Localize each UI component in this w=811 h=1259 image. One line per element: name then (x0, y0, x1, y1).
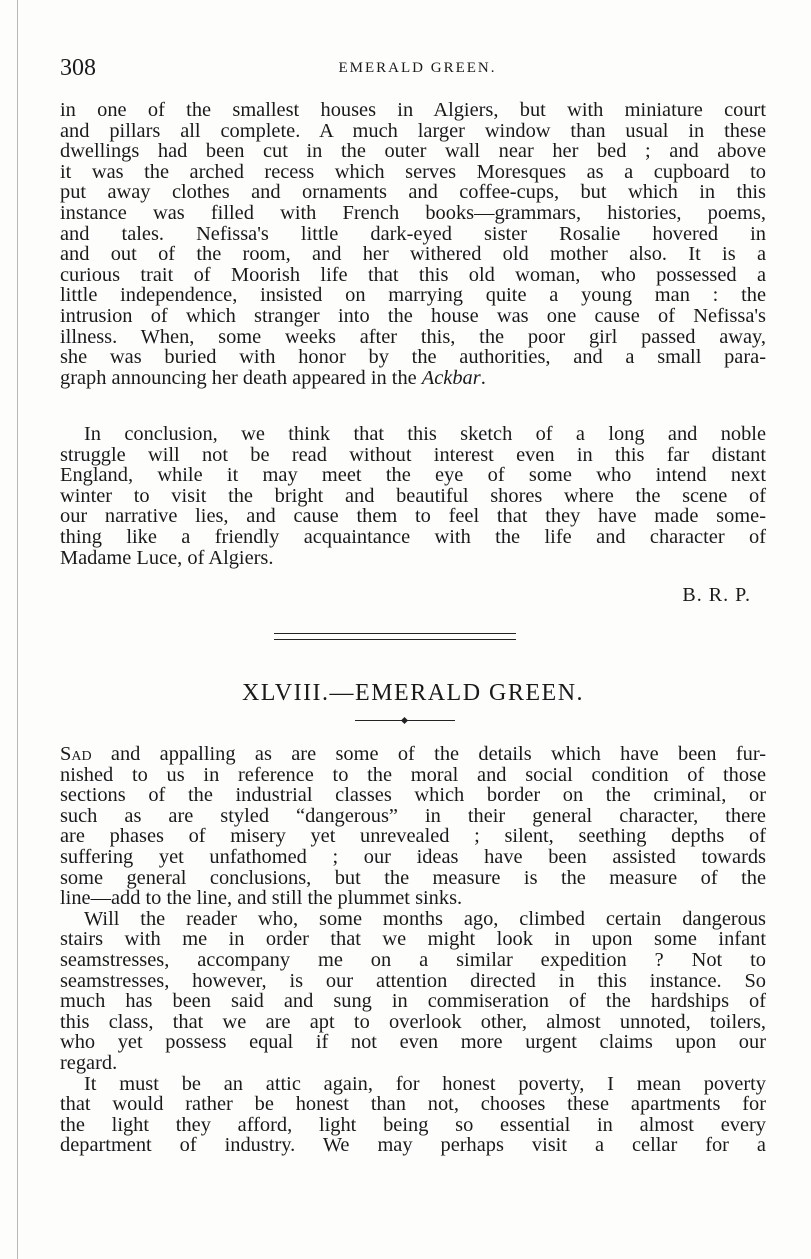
text-line: curious trait of Moorish life that this old woman, who possessed a (60, 263, 766, 286)
text-line (60, 368, 766, 389)
text-line: such as are styled “dangerous” in their general character, there (60, 804, 766, 827)
running-head (60, 55, 775, 85)
text-line: seamstresses, accompany me on a similar expedition ? Not to (60, 948, 766, 971)
text-line: In conclusion, we think that this sketch of a long and noble (84, 423, 766, 445)
text-line: seamstresses, however, is our attention directed in this instance. So (60, 969, 766, 992)
paragraph-conclusion (60, 424, 766, 568)
text-line: and out of the room, and her withered old mother also. It is a (60, 243, 766, 266)
text-line: put away clothes and ornaments and coffee-cups, but which in this (60, 181, 766, 204)
text-line: struggle will not be read without interest even in this far distant (60, 443, 766, 466)
text-line: our narrative lies, and cause them to feel that they have made some- (60, 505, 766, 528)
text-line: sections of the industrial classes which border on the criminal, or (60, 784, 766, 807)
text-line: regard. (60, 1051, 118, 1074)
text-line: in one of the smallest houses in Algiers, but with miniature court (60, 99, 766, 121)
text-line: dwellings had been cut in the outer wall near her bed ; and above (60, 140, 766, 163)
newspaper-title: Ackbar (421, 366, 481, 389)
text-line: line—add to the line, and still the plummet sinks. (60, 887, 463, 910)
text-line: much has been said and sung in commiseration of the hardships of (60, 990, 766, 1013)
text-line: illness. When, some weeks after this, the poor girl passed away, (60, 325, 766, 348)
text-line: suffering yet unfathomed ; our ideas have been assisted towards (60, 845, 766, 868)
binding-margin-line (17, 0, 18, 1259)
text-line: this class, that we are apt to overlook other, almost unnoted, toilers, (60, 1010, 766, 1033)
author-signature: B. R. P. (682, 584, 751, 606)
page-number: 308 (60, 55, 96, 81)
text-fragment: . (480, 366, 486, 389)
text-line: who yet possess equal if not even more urgent claims upon our (60, 1031, 766, 1054)
text-line: intrusion of which stranger into the house was one cause of Nefissa's (60, 304, 766, 327)
text-line: It must be an attic again, for honest poverty, I mean poverty (84, 1072, 766, 1095)
paragraph-nefissa (60, 100, 766, 388)
text-line: she was buried with honor by the authorities, and a small para- (60, 346, 766, 369)
text-line: that would rather be honest than not, chooses these apartments for (60, 1093, 766, 1116)
chapter-heading: XLVIII.—EMERALD GREEN. (241, 680, 585, 706)
text-line: some general conclusions, but the measure is the measure of the (60, 866, 766, 889)
text-line: thing like a friendly acquaintance with the life and character of (60, 525, 766, 548)
text-line: it was the arched recess which serves Moresques as a cupboard to (60, 160, 766, 183)
opening-word: Sad (60, 743, 92, 765)
text-line (60, 744, 766, 765)
text-line: and tales. Nefissa's little dark-eyed sister Rosalie hovered in (60, 222, 766, 245)
text-line: winter to visit the bright and beautiful shores where the scene of (60, 484, 766, 507)
section-divider (274, 633, 516, 640)
text-fragment: graph announcing her death appeared in the (60, 366, 422, 389)
text-line: Will the reader who, some months ago, climbed certain dangerous (84, 907, 766, 930)
text-line: nished to us in reference to the moral and social condition of those (60, 763, 766, 786)
text-line: are phases of misery yet unrevealed ; silent, seething depths of (60, 825, 766, 848)
text-line: stairs with me in order that we might look in upon some infant (60, 928, 766, 951)
text-line: instance was filled with French books—grammars, histories, poems, (60, 201, 766, 224)
chapter-body (60, 744, 766, 1156)
text-line: and pillars all complete. A much larger window than usual in these (60, 119, 766, 142)
running-title: EMERALD GREEN. (338, 60, 497, 76)
heading-ornament-rule (355, 720, 455, 721)
text-line: department of industry. We may perhaps visit a cellar for a (60, 1134, 766, 1157)
text-line: Madame Luce, of Algiers. (60, 546, 274, 569)
text-line: little independence, insisted on marrying quite a young man : the (60, 284, 766, 307)
text-line: England, while it may meet the eye of some who intend next (60, 464, 766, 487)
text-fragment: and appalling as are some of the details which have been fur- (91, 743, 766, 765)
text-line: the light they afford, light being so essential in almost every (60, 1113, 766, 1136)
